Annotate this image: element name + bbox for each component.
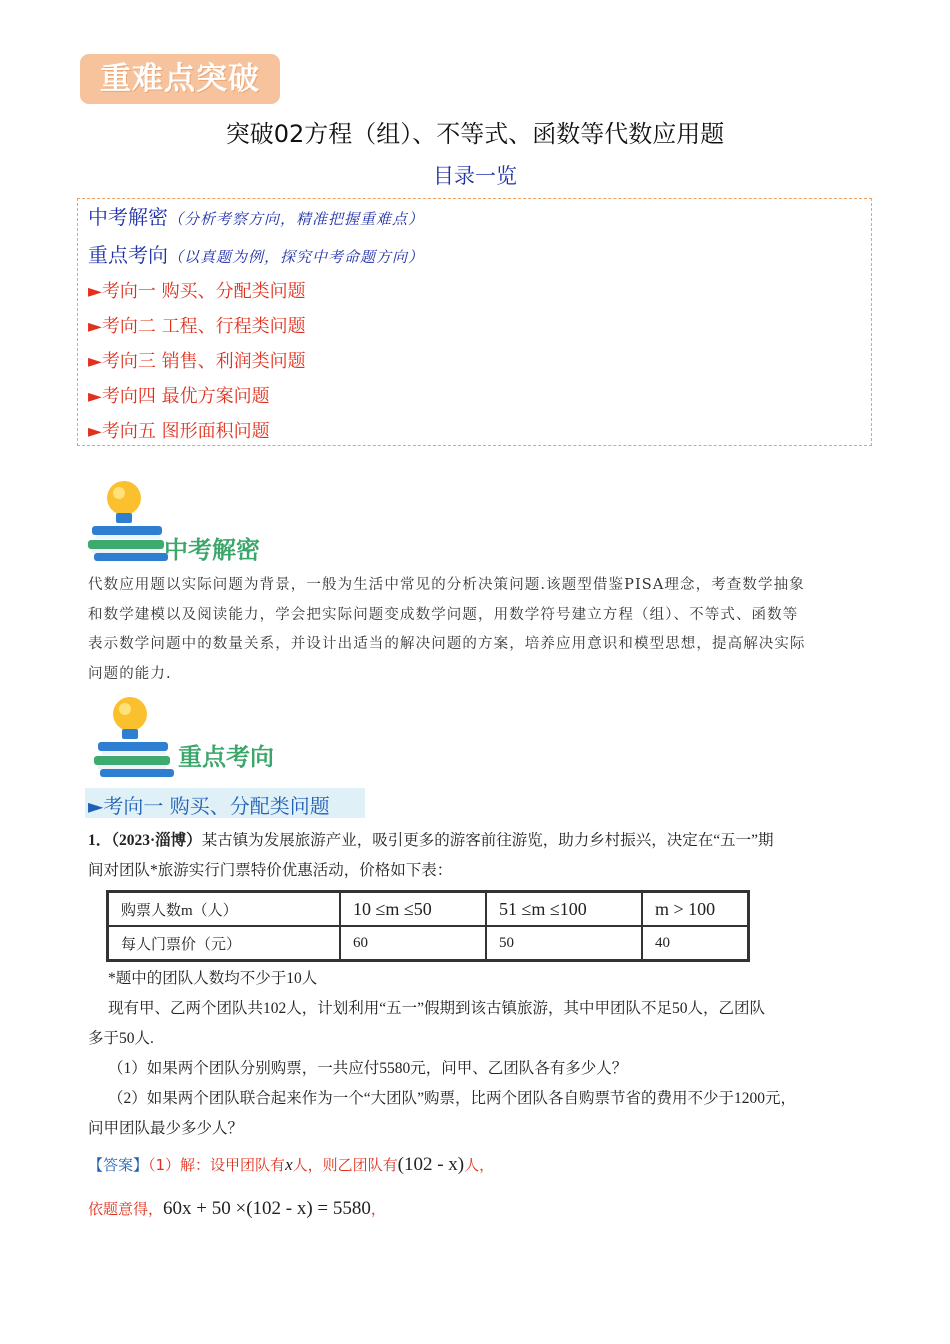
question-number: 1．	[88, 832, 112, 849]
condition-line: 多于50人.	[88, 1030, 154, 1047]
condition-line: 现有甲、乙两个团队共102人，计划利用“五一”假期到该古镇旅游，其中甲团队不足50人，乙团队	[108, 1000, 766, 1017]
table-cell: 10 ≤m ≤50	[340, 892, 486, 926]
table-cell: m > 100	[642, 892, 748, 926]
table-cell: 50	[486, 926, 642, 960]
question-conditions	[88, 994, 868, 1144]
answer-text: （1）解：设甲团队有	[148, 1156, 286, 1174]
answer-expr: (102 - x)	[397, 1154, 465, 1175]
section-badge: 重难点突破	[80, 54, 280, 104]
table-row	[108, 892, 748, 926]
answer-line-1	[88, 1150, 868, 1180]
sub-question-2-cont: 问甲团队最少多少人？	[88, 1120, 244, 1137]
answer-text: 依题意得，	[88, 1200, 164, 1218]
lightbulb-books-icon	[88, 692, 178, 778]
question-line-2: 间对团队*旅游实行门票特价优惠活动，价格如下表：	[88, 862, 453, 879]
intro-line: 代数应用题以实际问题为背景，一般为生活中常见的分析决策问题.该题型借鉴PISA理念，考查数学抽象	[88, 577, 805, 593]
question-text: 某古镇为发展旅游产业，吸引更多的游客前往游览，助力乡村振兴，决定在“五一”期	[201, 832, 774, 849]
intro-paragraph	[88, 571, 863, 689]
answer-text: 人，	[464, 1156, 495, 1174]
price-table	[106, 890, 750, 962]
table-row	[108, 926, 748, 960]
section-label-jiemi: 中考解密	[164, 536, 260, 564]
answer-line-2	[88, 1194, 868, 1224]
toc-line-2[interactable]	[88, 239, 424, 268]
toc-heading: 目录一览	[433, 164, 517, 188]
intro-line: 问题的能力.	[88, 665, 172, 682]
toc-item-2[interactable]: ►考向二 工程、行程类问题	[88, 316, 306, 337]
toc-line-note: （以真题为例，探究中考命题方向）	[168, 248, 425, 266]
table-cell: 60	[340, 926, 486, 960]
question-body	[88, 826, 868, 886]
sub-question-1: （1）如果两个团队分别购票，一共应付5580元，问甲、乙团队各有多少人？	[108, 1060, 628, 1077]
table-cell: 每人门票价（元）	[108, 926, 340, 960]
table-cell: 40	[642, 926, 748, 960]
question-line-1	[88, 826, 868, 856]
toc-line-note: （分析考察方向，精准把握重难点）	[168, 210, 425, 228]
section-label-kaoxiang: 重点考向	[178, 743, 274, 771]
toc-line-head: 重点考向	[88, 243, 168, 267]
page-title: 突破02方程（组）、不等式、函数等代数应用题	[225, 120, 725, 148]
toc-line-1[interactable]	[88, 201, 424, 230]
intro-line: 和数学建模以及阅读能力，学会把实际问题变成数学问题，用数学符号建立方程（组）、不等式、函数等	[88, 606, 799, 623]
answer-var: x	[285, 1155, 293, 1174]
toc-item-5[interactable]: ►考向五 图形面积问题	[88, 421, 270, 442]
answer-tag: 【答案】	[88, 1156, 149, 1174]
table-cell: 51 ≤m ≤100	[486, 892, 642, 926]
intro-line: 表示数学问题中的数量关系，并设计出适当的解决问题的方案，培养应用意识和模型思想，提高解决实际	[88, 636, 806, 652]
answer-text: ，	[370, 1200, 386, 1218]
sub-question-2: （2）如果两个团队联合起来作为一个“大团队”购票，比两个团队各自购票节省的费用不少于1200元，	[108, 1090, 797, 1107]
table-note: *题中的团队人数均不少于10人	[108, 970, 318, 987]
toc-item-4[interactable]: ►考向四 最优方案问题	[88, 386, 270, 407]
toc-line-head: 中考解密	[88, 205, 168, 229]
table-cell: 购票人数m（人）	[108, 892, 340, 926]
answer-text: 人，则乙团队有	[292, 1156, 398, 1174]
direction-heading: ►考向一 购买、分配类问题	[88, 794, 330, 818]
toc-item-3[interactable]: ►考向三 销售、利润类问题	[88, 351, 306, 372]
answer-equation: 60x + 50 ×(102 - x) = 5580	[163, 1198, 371, 1219]
toc-item-1[interactable]: ►考向一 购买、分配类问题	[88, 281, 306, 302]
question-source: （2023·淄博）	[111, 832, 202, 849]
